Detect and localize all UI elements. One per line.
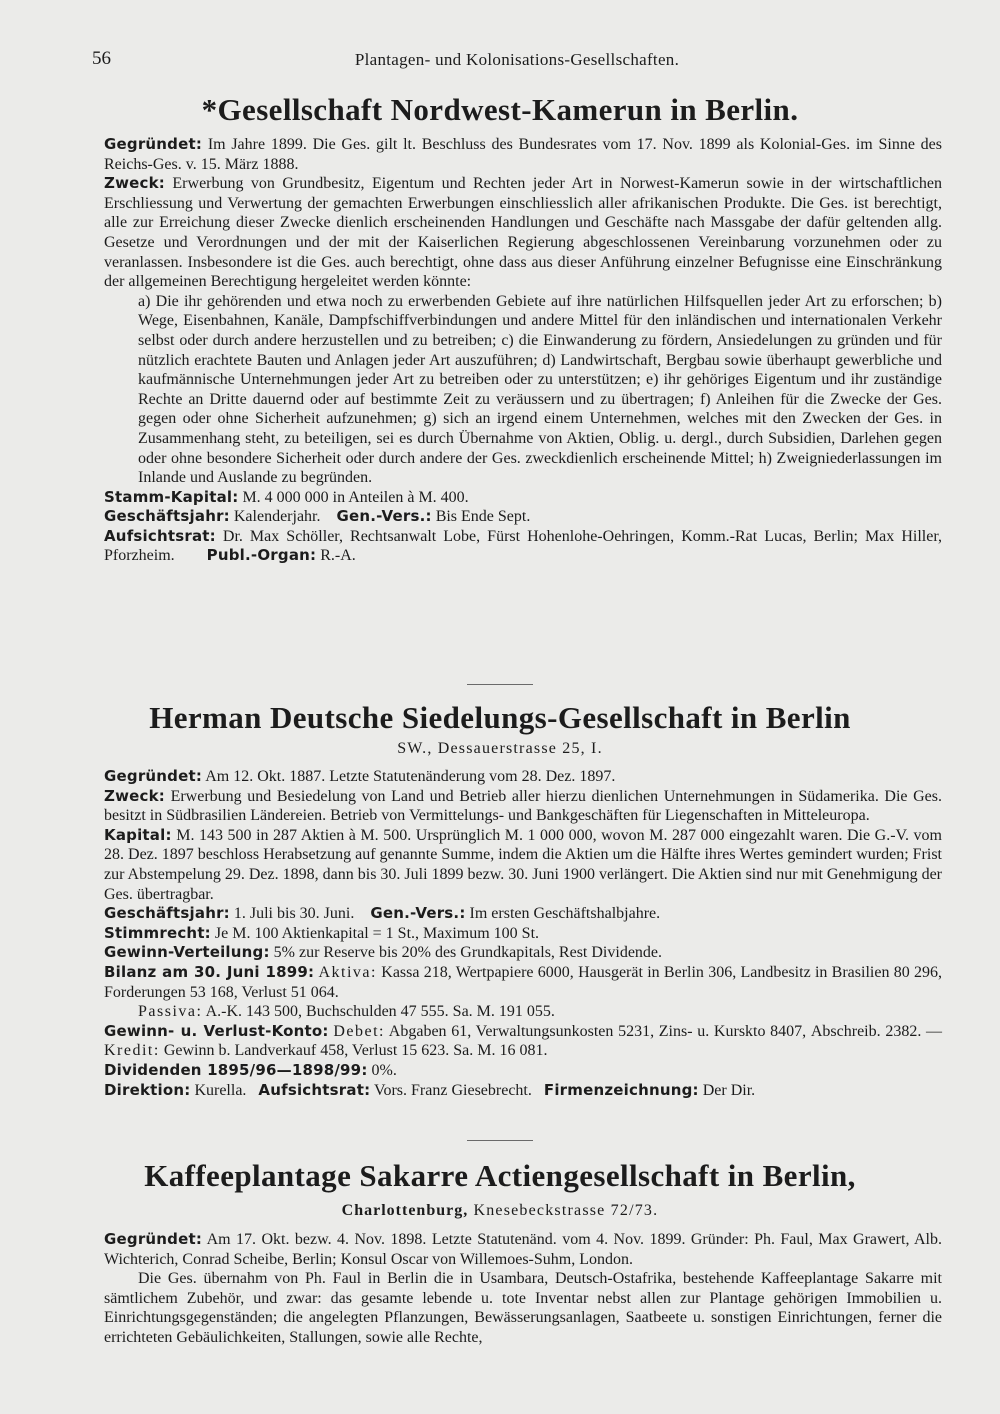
address-street: Knesebeckstrasse 72/73. — [473, 1202, 659, 1219]
label-zweck: Zweck: — [104, 786, 165, 805]
entry-gegruendet — [104, 135, 942, 174]
label-direktion: Direktion: — [104, 1080, 191, 1099]
entry-body: Die Ges. übernahm von Ph. Faul in Berlin die in Usambara, Deutsch-Ostafrika, bestehende Kaffeeplantage Sakarre mit sämtlichem Zubehör, und zwar: das gesamte lebende u. tote Inventar nebst allen zur Plantage gehörigen Immobilien u. Einrichtungsgegenständen; die angelegten Pflanzungen, Bewässerungsanlagen, Saatbeete u. sonstigen Einrichtungen, ferner die errichteten Gebäulichkeiten, Stallungen, sowie alle Rechte, — [104, 1270, 942, 1346]
address-district: SW., — [397, 740, 433, 757]
label-aufsichtsrat: Aufsichtsrat: — [258, 1080, 371, 1099]
section-divider — [467, 684, 533, 685]
section-title-nordwest-kamerun: *Gesellschaft Nordwest-Kamerun in Berlin. — [201, 92, 799, 127]
entry-zweck — [104, 174, 942, 292]
address-district: Charlottenburg, — [341, 1202, 469, 1219]
text-gen-vers: Im ersten Geschäftshalbjahre. — [469, 905, 661, 923]
text-aktiva: Kassa 218, Wertpapiere 6000, Hausgerät in Berlin 306, Landbesitz in Brasilien 80 296, Forderungen 53 168, Verlust 51 064. — [104, 963, 942, 1001]
section-nordwest-kamerun — [104, 135, 942, 566]
text-stimmrecht: Je M. 100 Aktienkapital = 1 St., Maximum 100 St. — [214, 924, 540, 942]
label-stamm-kapital: Stamm-Kapital: — [104, 487, 239, 506]
label-passiva: Passiva: — [138, 1003, 203, 1021]
entry-zweck — [104, 787, 942, 826]
page-number: 56 — [92, 48, 111, 69]
entry-geschaeftsjahr — [104, 507, 942, 527]
label-aufsichtsrat: Aufsichtsrat: — [104, 526, 216, 545]
address-street: Dessauerstrasse 25, I. — [437, 740, 603, 757]
entry-gegruendet — [104, 1230, 942, 1269]
address-herman-siedelung — [40, 740, 960, 758]
text-gewinn-verteilung: 5% zur Reserve bis 20% des Grundkapitals, Rest Dividende. — [273, 944, 663, 962]
text-zweck: Erwerbung und Besiedelung von Land und Betrieb aller hierzu dienlichen Unternehmungen in Südamerika. Die Ges. besitzt in Südbrasilien Ländereien. Betrieb von Vermittelungs- und Bankgeschäften für Liegenschaften in Mitteleuropa. — [104, 787, 942, 825]
text-geschaeftsjahr: 1. Juli bis 30. Juni. — [233, 905, 355, 923]
text-gegruendet: Am 17. Okt. bezw. 4. Nov. 1898. Letzte Statutenänd. vom 4. Nov. 1899. Gründer: Ph. Faul, Max Grawert, Alb. Wichterich, Conrad Scheibe, Berlin; Konsul Oscar von Willemoes-Suhm, London. — [104, 1231, 942, 1268]
label-gegruendet: Gegründet: — [104, 135, 203, 153]
entry-gewinn-verteilung — [104, 943, 942, 963]
text-stamm-kapital: M. 4 000 000 in Anteilen à M. 400. — [242, 488, 469, 506]
text-aufsichtsrat: Vors. Franz Giesebrecht. — [373, 1081, 532, 1099]
zweck-list: a) Die ihr gehörenden und etwa noch zu erwerbenden Gebiete auf ihre natürlichen Hilfsquellen jeder Art zu erforschen; b) Wege, Eisenbahnen, Kanäle, Dampfschiffverbindungen und andere Mittel für den inländischen und internationalen Verkehr selbst oder durch andere herzustellen und zu betreiben; c) die Einwanderung zu fördern, Ansiedelungen zu gründen und für nützlich erachtete Bauten und Anlagen jeder Art auszuführen; d) Landwirtschaft, Bergbau sowie überhaupt gewerbliche und kaufmännische Unternehmungen jeder Art zu betreiben oder zu unterstützen; e) ihr gehöriges Eigentum und ihr zuständige Rechte an Dritte dauernd oder auf bestimmte Zeit zu veräussern und zu übertragen; f) Anleihen für die Zwecke der Ges. gegen oder ohne Sicherheit aufzunehmen; g) sich an irgend einem Unternehmen, welches mit den Zwecken der Ges. in Zusammenhang steht, zu beteiligen, sei es durch Übernahme von Aktien, Oblig. u. dergl., durch Subsidien, Darlehen gegen oder ohne besondere Sicherheit oder durch andere der Ges. zweckdienlich erscheinende Mittel; h) Zweigniederlassungen im Inlande und Auslande zu begründen. — [138, 292, 942, 487]
label-gegruendet: Gegründet: — [104, 1230, 203, 1248]
text-gegruendet: Im Jahre 1899. Die Ges. gilt lt. Beschluss des Bundesrates vom 17. Nov. 1899 als Kolonial-Ges. im Sinne des Reichs-Ges. v. 15. März 1888. — [104, 136, 943, 173]
label-geschaeftsjahr: Geschäftsjahr: — [104, 507, 230, 526]
label-debet: Debet: — [333, 1022, 385, 1040]
section-title-herman-siedelung: Herman Deutsche Siedelungs-Gesellschaft in Berlin — [149, 700, 851, 735]
section-kaffeeplantage-sakarre — [104, 1230, 942, 1348]
entry-geschaeftsjahr — [104, 904, 942, 924]
entry-direktion — [104, 1081, 942, 1101]
label-gewinn-verlust: Gewinn- u. Verlust-Konto: — [104, 1021, 329, 1040]
label-dividenden: Dividenden 1895/96—1898/99: — [104, 1060, 368, 1079]
label-geschaeftsjahr: Geschäftsjahr: — [104, 904, 230, 923]
text-direktion: Kurella. — [194, 1081, 247, 1099]
entry-kapital — [104, 826, 942, 904]
text-geschaeftsjahr: Kalenderjahr. — [233, 508, 321, 526]
section-title-kaffeeplantage-sakarre: Kaffeeplantage Sakarre Actiengesellschaft in Berlin, — [144, 1158, 856, 1193]
page-header — [92, 48, 942, 74]
entry-gegruendet — [104, 767, 942, 787]
text-passiva: A.-K. 143 500, Buchschulden 47 555. Sa. M. 191 055. — [205, 1003, 555, 1021]
text-debet: Abgaben 61, Verwaltungsunkosten 5231, Zins- u. Kursktο 8407, Abschreib. 2382. — — [388, 1022, 943, 1040]
address-kaffeeplantage-sakarre — [40, 1202, 960, 1220]
label-gen-vers: Gen.-Vers.: — [370, 904, 466, 923]
label-stimmrecht: Stimmrecht: — [104, 923, 211, 942]
entry-stimmrecht — [104, 924, 942, 944]
text-zweck: Erwerbung von Grundbesitz, Eigentum und Rechten jeder Art in Norwest-Kamerun sowie in der wirtschaftlichen Erschliessung und Verwertung der gemachten Erwerbungen einschliesslich aller afrikanischen Produkte. Die Ges. ist berechtigt, alle zur Erreichung dieser Zwecke dienlich erscheinenden Handlungen und Geschäfte nach Massgabe der dafür geltenden allg. Gesetze und Verordnungen und der mit der Kaiserlichen Regierung abgeschlossenen Vereinbarung vorzunehmen oder zu veranlassen. Insbesondere ist die Ges. auch berechtigt, ohne dass aus dieser Anführung einzelner Befugnisse eine Einschränkung der allgemeinen Berechtigung hergeleitet werden könnte: — [104, 175, 942, 291]
text-firmenzeichnung: Der Dir. — [702, 1081, 756, 1099]
label-zweck: Zweck: — [104, 174, 165, 193]
label-gegruendet: Gegründet: — [104, 767, 203, 785]
entry-gewinn-verlust — [104, 1022, 942, 1061]
text-publ-organ: R.-A. — [320, 547, 356, 565]
entry-aufsichtsrat — [104, 527, 942, 566]
section-divider — [467, 1140, 533, 1141]
text-gegruendet: Am 12. Okt. 1887. Letzte Statutenänderung vom 28. Dez. 1897. — [205, 768, 616, 785]
label-gen-vers: Gen.-Vers.: — [336, 507, 432, 526]
entry-dividenden — [104, 1061, 942, 1081]
label-firmenzeichnung: Firmenzeichnung: — [543, 1080, 699, 1099]
label-gewinn-verteilung: Gewinn-Verteilung: — [104, 943, 270, 962]
section-herman-siedelung — [104, 767, 942, 1100]
label-aktiva: Aktiva: — [318, 963, 377, 981]
text-dividenden: 0%. — [371, 1061, 397, 1079]
label-bilanz: Bilanz am 30. Juni 1899: — [104, 962, 315, 981]
label-publ-organ: Publ.-Organ: — [206, 546, 317, 565]
text-kredit: Gewinn b. Landverkauf 458, Verlust 15 623. Sa. M. 16 081. — [163, 1042, 548, 1060]
text-gen-vers: Bis Ende Sept. — [435, 508, 531, 526]
entry-passiva — [104, 1002, 942, 1022]
entry-stamm-kapital — [104, 488, 942, 508]
label-kredit: Kredit: — [104, 1042, 160, 1060]
text-kapital: M. 143 500 in 287 Aktien à M. 500. Ursprünglich M. 1 000 000, wovon M. 287 000 eingezahlt waren. Die G.-V. vom 28. Dez. 1897 beschloss Herabsetzung auf genannte Summe, indem die Aktien um die Hälfte ihres Wertes gemindert wurden; Frist zur Abstempelung 29. Dez. 1898, dann bis 30. Juli 1899 bezw. 30. Juni 1900 verlängert. Die Aktien sind nur mit Genehmigung der Ges. übertragbar. — [104, 826, 942, 903]
running-title: Plantagen- und Kolonisations-Gesellschaften. — [354, 50, 680, 69]
label-kapital: Kapital: — [104, 825, 172, 844]
entry-bilanz — [104, 963, 942, 1002]
text-aufsichtsrat: Dr. Max Schöller, Rechtsanwalt Lobe, Fürst Hohenlohe-Oehringen, Komm.-Rat Lucas, Berlin; Max Hiller, Pforzheim. — [104, 527, 942, 565]
